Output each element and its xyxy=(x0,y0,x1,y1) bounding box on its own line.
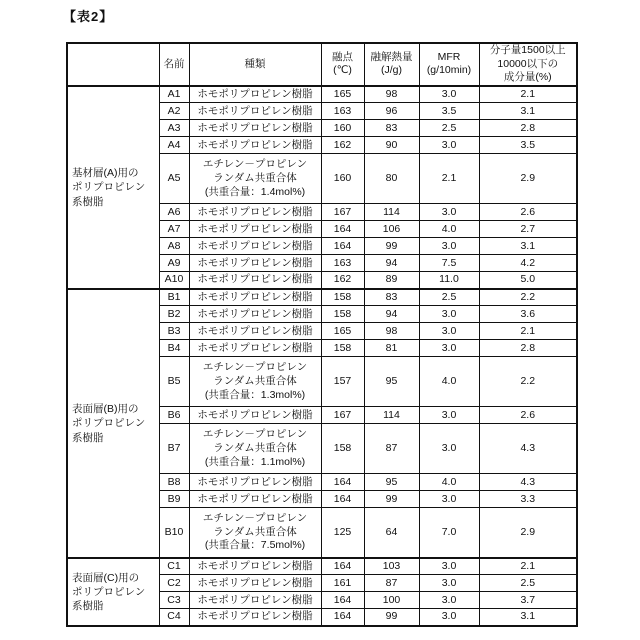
mfr-cell: 3.0 xyxy=(419,86,479,103)
mw-component-cell: 4.3 xyxy=(479,424,577,474)
mfr-cell: 3.0 xyxy=(419,575,479,592)
column-header-mfr: MFR (g/10min) xyxy=(419,43,479,86)
kind-cell: ホモポリプロピレン樹脂 xyxy=(189,289,321,306)
melting-point-cell: 165 xyxy=(321,323,364,340)
mfr-cell: 3.0 xyxy=(419,491,479,508)
melting-point-cell: 164 xyxy=(321,558,364,575)
mfr-cell: 3.0 xyxy=(419,323,479,340)
column-header-melting-point: 融点 (℃) xyxy=(321,43,364,86)
mw-component-cell: 2.2 xyxy=(479,357,577,407)
melting-point-cell: 161 xyxy=(321,575,364,592)
kind-cell: ホモポリプロピレン樹脂 xyxy=(189,474,321,491)
name-cell: B3 xyxy=(159,323,189,340)
name-cell: A2 xyxy=(159,103,189,120)
table-row xyxy=(67,86,577,103)
mfr-cell: 3.0 xyxy=(419,424,479,474)
melting-point-cell: 162 xyxy=(321,272,364,289)
kind-cell: エチレン－プロピレン ランダム共重合体 (共重合量：1.3mol%) xyxy=(189,357,321,407)
melting-point-cell: 160 xyxy=(321,120,364,137)
name-cell: A7 xyxy=(159,221,189,238)
kind-cell: ホモポリプロピレン樹脂 xyxy=(189,407,321,424)
mw-component-cell: 2.1 xyxy=(479,323,577,340)
name-cell: B7 xyxy=(159,424,189,474)
mw-component-cell: 4.3 xyxy=(479,474,577,491)
melting-point-cell: 157 xyxy=(321,357,364,407)
name-cell: A3 xyxy=(159,120,189,137)
mw-component-cell: 2.6 xyxy=(479,204,577,221)
mw-component-cell: 2.9 xyxy=(479,508,577,558)
name-cell: B6 xyxy=(159,407,189,424)
kind-cell: ホモポリプロピレン樹脂 xyxy=(189,272,321,289)
heat-of-fusion-cell: 99 xyxy=(364,609,419,626)
column-header-mw-component: 分子量1500以上 10000以下の 成分量(%) xyxy=(479,43,577,86)
name-cell: A10 xyxy=(159,272,189,289)
mw-component-cell: 2.8 xyxy=(479,340,577,357)
mw-component-cell: 2.7 xyxy=(479,221,577,238)
mfr-cell: 7.0 xyxy=(419,508,479,558)
heat-of-fusion-cell: 87 xyxy=(364,424,419,474)
mw-component-cell: 3.5 xyxy=(479,137,577,154)
heat-of-fusion-cell: 87 xyxy=(364,575,419,592)
melting-point-cell: 125 xyxy=(321,508,364,558)
heat-of-fusion-cell: 114 xyxy=(364,407,419,424)
name-cell: A8 xyxy=(159,238,189,255)
name-cell: A5 xyxy=(159,154,189,204)
melting-point-cell: 158 xyxy=(321,289,364,306)
mw-component-cell: 3.1 xyxy=(479,103,577,120)
mfr-cell: 3.5 xyxy=(419,103,479,120)
name-cell: B8 xyxy=(159,474,189,491)
kind-cell: ホモポリプロピレン樹脂 xyxy=(189,340,321,357)
melting-point-cell: 164 xyxy=(321,491,364,508)
melting-point-cell: 164 xyxy=(321,221,364,238)
name-cell: B2 xyxy=(159,306,189,323)
melting-point-cell: 162 xyxy=(321,137,364,154)
melting-point-cell: 164 xyxy=(321,592,364,609)
kind-cell: エチレン－プロピレン ランダム共重合体 (共重合量：7.5mol%) xyxy=(189,508,321,558)
table-row xyxy=(67,558,577,575)
heat-of-fusion-cell: 81 xyxy=(364,340,419,357)
name-cell: B10 xyxy=(159,508,189,558)
name-cell: B1 xyxy=(159,289,189,306)
name-cell: C2 xyxy=(159,575,189,592)
melting-point-cell: 164 xyxy=(321,474,364,491)
mfr-cell: 3.0 xyxy=(419,407,479,424)
name-cell: B5 xyxy=(159,357,189,407)
table-row xyxy=(67,289,577,306)
kind-cell: ホモポリプロピレン樹脂 xyxy=(189,306,321,323)
heat-of-fusion-cell: 64 xyxy=(364,508,419,558)
name-cell: C3 xyxy=(159,592,189,609)
heat-of-fusion-cell: 90 xyxy=(364,137,419,154)
kind-cell: ホモポリプロピレン樹脂 xyxy=(189,575,321,592)
name-cell: C4 xyxy=(159,609,189,626)
kind-cell: ホモポリプロピレン樹脂 xyxy=(189,592,321,609)
mfr-cell: 3.0 xyxy=(419,592,479,609)
melting-point-cell: 164 xyxy=(321,609,364,626)
heat-of-fusion-cell: 83 xyxy=(364,289,419,306)
mw-component-cell: 4.2 xyxy=(479,255,577,272)
group-label-cell: 表面層(B)用の ポリプロピレン 系樹脂 xyxy=(67,289,159,558)
melting-point-cell: 167 xyxy=(321,204,364,221)
mw-component-cell: 2.8 xyxy=(479,120,577,137)
mw-component-cell: 3.1 xyxy=(479,609,577,626)
name-cell: A1 xyxy=(159,86,189,103)
kind-cell: ホモポリプロピレン樹脂 xyxy=(189,255,321,272)
mw-component-cell: 2.6 xyxy=(479,407,577,424)
page-title: 【表2】 xyxy=(63,9,114,24)
mw-component-cell: 3.1 xyxy=(479,238,577,255)
heat-of-fusion-cell: 94 xyxy=(364,255,419,272)
heat-of-fusion-cell: 80 xyxy=(364,154,419,204)
mfr-cell: 3.0 xyxy=(419,306,479,323)
mfr-cell: 4.0 xyxy=(419,474,479,491)
mfr-cell: 3.0 xyxy=(419,137,479,154)
heat-of-fusion-cell: 106 xyxy=(364,221,419,238)
resin-properties-table xyxy=(66,42,578,627)
mw-component-cell: 2.1 xyxy=(479,86,577,103)
heat-of-fusion-cell: 95 xyxy=(364,357,419,407)
melting-point-cell: 165 xyxy=(321,86,364,103)
kind-cell: ホモポリプロピレン樹脂 xyxy=(189,120,321,137)
kind-cell: ホモポリプロピレン樹脂 xyxy=(189,609,321,626)
heat-of-fusion-cell: 103 xyxy=(364,558,419,575)
column-header-kind: 種類 xyxy=(189,43,321,86)
melting-point-cell: 158 xyxy=(321,340,364,357)
name-cell: B9 xyxy=(159,491,189,508)
mw-component-cell: 2.9 xyxy=(479,154,577,204)
kind-cell: エチレン－プロピレン ランダム共重合体 (共重合量：1.4mol%) xyxy=(189,154,321,204)
heat-of-fusion-cell: 83 xyxy=(364,120,419,137)
mfr-cell: 2.5 xyxy=(419,120,479,137)
mw-component-cell: 3.3 xyxy=(479,491,577,508)
mfr-cell: 3.0 xyxy=(419,609,479,626)
heat-of-fusion-cell: 100 xyxy=(364,592,419,609)
heat-of-fusion-cell: 96 xyxy=(364,103,419,120)
melting-point-cell: 164 xyxy=(321,238,364,255)
kind-cell: ホモポリプロピレン樹脂 xyxy=(189,137,321,154)
mw-component-cell: 2.5 xyxy=(479,575,577,592)
melting-point-cell: 158 xyxy=(321,306,364,323)
kind-cell: ホモポリプロピレン樹脂 xyxy=(189,221,321,238)
kind-cell: ホモポリプロピレン樹脂 xyxy=(189,558,321,575)
mfr-cell: 3.0 xyxy=(419,204,479,221)
heat-of-fusion-cell: 99 xyxy=(364,238,419,255)
mfr-cell: 7.5 xyxy=(419,255,479,272)
mw-component-cell: 5.0 xyxy=(479,272,577,289)
kind-cell: ホモポリプロピレン樹脂 xyxy=(189,86,321,103)
mfr-cell: 3.0 xyxy=(419,558,479,575)
kind-cell: ホモポリプロピレン樹脂 xyxy=(189,491,321,508)
mfr-cell: 4.0 xyxy=(419,357,479,407)
heat-of-fusion-cell: 114 xyxy=(364,204,419,221)
column-header-heat-of-fusion: 融解熱量 (J/g) xyxy=(364,43,419,86)
heat-of-fusion-cell: 95 xyxy=(364,474,419,491)
heat-of-fusion-cell: 94 xyxy=(364,306,419,323)
melting-point-cell: 160 xyxy=(321,154,364,204)
column-header-name: 名前 xyxy=(159,43,189,86)
heat-of-fusion-cell: 98 xyxy=(364,86,419,103)
group-label-cell: 表面層(C)用の ポリプロピレン 系樹脂 xyxy=(67,558,159,626)
mfr-cell: 4.0 xyxy=(419,221,479,238)
mw-component-cell: 3.6 xyxy=(479,306,577,323)
group-label-cell: 基材層(A)用の ポリプロピレン 系樹脂 xyxy=(67,86,159,289)
kind-cell: ホモポリプロピレン樹脂 xyxy=(189,204,321,221)
kind-cell: エチレン－プロピレン ランダム共重合体 (共重合量：1.1mol%) xyxy=(189,424,321,474)
mfr-cell: 2.5 xyxy=(419,289,479,306)
mw-component-cell: 2.2 xyxy=(479,289,577,306)
kind-cell: ホモポリプロピレン樹脂 xyxy=(189,103,321,120)
kind-cell: ホモポリプロピレン樹脂 xyxy=(189,238,321,255)
heat-of-fusion-cell: 98 xyxy=(364,323,419,340)
mfr-cell: 2.1 xyxy=(419,154,479,204)
name-cell: B4 xyxy=(159,340,189,357)
mw-component-cell: 2.1 xyxy=(479,558,577,575)
heat-of-fusion-cell: 99 xyxy=(364,491,419,508)
kind-cell: ホモポリプロピレン樹脂 xyxy=(189,323,321,340)
melting-point-cell: 158 xyxy=(321,424,364,474)
header-row xyxy=(67,43,577,86)
heat-of-fusion-cell: 89 xyxy=(364,272,419,289)
name-cell: A6 xyxy=(159,204,189,221)
column-header-group xyxy=(67,43,159,86)
mfr-cell: 11.0 xyxy=(419,272,479,289)
mw-component-cell: 3.7 xyxy=(479,592,577,609)
melting-point-cell: 167 xyxy=(321,407,364,424)
mfr-cell: 3.0 xyxy=(419,238,479,255)
melting-point-cell: 163 xyxy=(321,103,364,120)
name-cell: A9 xyxy=(159,255,189,272)
mfr-cell: 3.0 xyxy=(419,340,479,357)
name-cell: A4 xyxy=(159,137,189,154)
melting-point-cell: 163 xyxy=(321,255,364,272)
name-cell: C1 xyxy=(159,558,189,575)
